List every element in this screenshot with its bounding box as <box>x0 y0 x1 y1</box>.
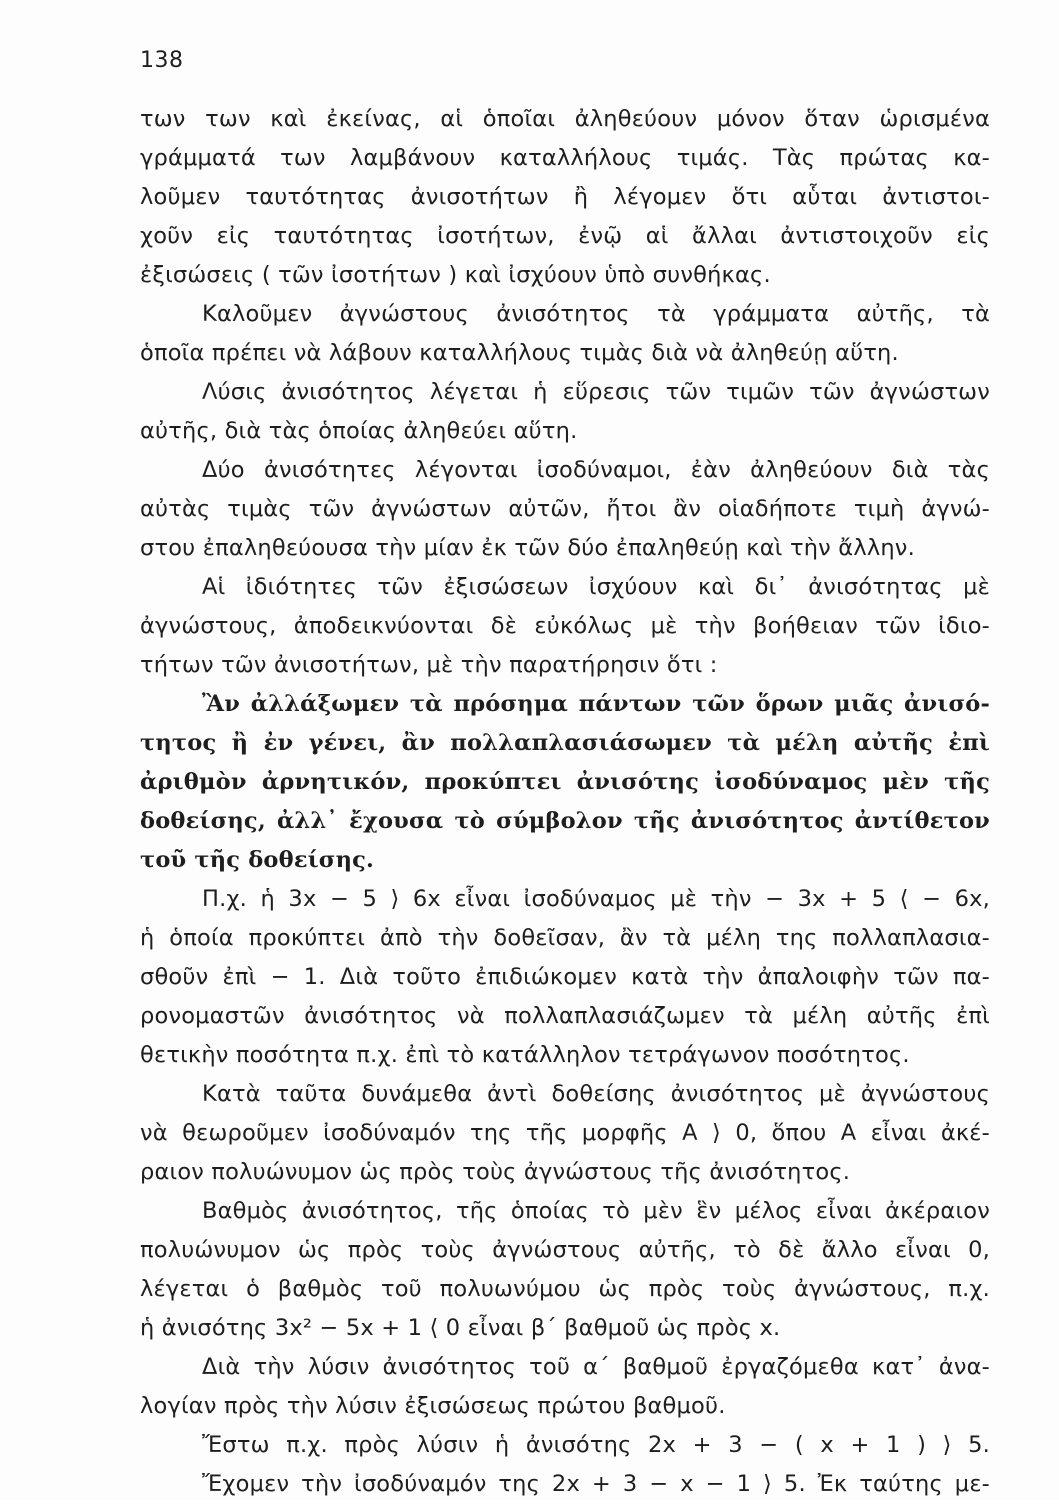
text-line: Ἂν ἀλλάξωμεν τὰ πρόσημα πάντων τῶν ὅρων μιᾶς ἀνισό- <box>202 691 990 717</box>
text-line: Π.χ. ἡ 3x − 5 ⟩ 6x εἶναι ἰσοδύναμος μὲ τὴν − 3x + 5 ⟨ − 6x, <box>202 886 990 912</box>
text-line: των των καὶ ἐκείνας, αἱ ὁποῖαι ἀληθεύουν μόνον ὅταν ὡρισμένα <box>140 106 990 132</box>
text-line: ἡ ὁποία προκύπτει ἀπὸ τὴν δοθεῖσαν, ἂν τὰ μέλη της πολλαπλασια- <box>140 925 990 951</box>
text-line: λοῦμεν ταυτότητας ἀνισοτήτων ἢ λέγομεν ὅτι αὗται ἀντιστοι- <box>140 184 990 210</box>
text-line: νὰ θεωροῦμεν ἰσοδύναμόν της τῆς μορφῆς Α ⟩ 0, ὅπου Α εἶναι ἀκέ- <box>140 1120 990 1146</box>
text-line: ρονομαστῶν ἀνισότητος νὰ πολλαπλασιάζωμεν τὰ μέλη αὐτῆς ἐπὶ <box>140 1003 990 1029</box>
text-line: ἡ ἀνισότης 3x² − 5x + 1 ⟨ 0 εἶναι β΄ βαθμοῦ ὡς πρὸς x. <box>140 1315 781 1341</box>
text-line: Ἔχομεν τὴν ἰσοδύναμόν της 2x + 3 − x − 1 ⟩ 5. Ἐκ ταύτης με- <box>202 1471 990 1497</box>
text-line: πολυώνυμον ὡς πρὸς τοὺς ἀγνώστους αὐτῆς, τὸ δὲ ἄλλο εἶναι 0, <box>140 1237 990 1263</box>
text-line: Διὰ τὴν λύσιν ἀνισότητος τοῦ α΄ βαθμοῦ ἐργαζόμεθα κατ᾽ ἀνα- <box>202 1354 990 1380</box>
text-line: γράμματά των λαμβάνουν καταλλήλους τιμάς. Τὰς πρώτας κα- <box>140 145 990 171</box>
text-line: ἀριθμὸν ἀρνητικόν, προκύπτει ἀνισότης ἰσοδύναμος μὲν τῆς <box>140 769 990 795</box>
text-line: στου ἐπαληθεύουσα τὴν μίαν ἐκ τῶν δύο ἐπαληθεύῃ καὶ τὴν ἄλλην. <box>140 535 915 561</box>
page-number: 138 <box>140 48 184 73</box>
text-line: αὐτὰς τιμὰς τῶν ἀγνώστων αὐτῶν, ἤτοι ἂν οἱαδήποτε τιμὴ ἀγνώ- <box>140 496 990 522</box>
text-line: Κατὰ ταῦτα δυνάμεθα ἀντὶ δοθείσης ἀνισότητος μὲ ἀγνώστους <box>202 1081 990 1107</box>
text-line: χοῦν εἰς ταυτότητας ἰσοτήτων, ἐνῷ αἱ ἄλλαι ἀντιστοιχοῦν εἰς <box>140 223 990 249</box>
text-line: Βαθμὸς ἀνισότητος, τῆς ὁποίας τὸ μὲν ἓν μέλος εἶναι ἀκέραιον <box>202 1198 990 1224</box>
text-line: Αἱ ἰδιότητες τῶν ἐξισώσεων ἰσχύουν καὶ δι᾽ ἀνισότητας μὲ <box>202 574 990 600</box>
text-line: σθοῦν ἐπὶ − 1. Διὰ τοῦτο ἐπιδιώκομεν κατὰ τὴν ἀπαλοιφὴν τῶν πα- <box>140 964 990 990</box>
text-line: τοῦ τῆς δοθείσης. <box>140 847 375 873</box>
text-line: ραιον πολυώνυμον ὡς πρὸς τοὺς ἀγνώστους τῆς ἀνισότητος. <box>140 1159 851 1185</box>
text-line: θετικὴν ποσότητα π.χ. ἐπὶ τὸ κατάλληλον τετράγωνον ποσότητος. <box>140 1042 910 1068</box>
text-line: ἐξισώσεις ( τῶν ἰσοτήτων ) καὶ ἰσχύουν ὑπὸ συνθήκας. <box>140 262 771 288</box>
text-line: λέγεται ὁ βαθμὸς τοῦ πολυωνύμου ὡς πρὸς τοὺς ἀγνώστους, π.χ. <box>140 1276 990 1302</box>
text-line: Ἔστω π.χ. πρὸς λύσιν ἡ ἀνισότης 2x + 3 − ( x + 1 ) ⟩ 5. <box>202 1432 990 1458</box>
body-text <box>140 100 990 1504</box>
text-line: τήτων τῶν ἀνισοτήτων, μὲ τὴν παρατήρησιν ὅτι : <box>140 652 718 678</box>
text-line: λογίαν πρὸς τὴν λύσιν ἐξισώσεως πρώτου βαθμοῦ. <box>140 1393 726 1419</box>
text-line: αὐτῆς, διὰ τὰς ὁποίας ἀληθεύει αὕτη. <box>140 418 578 444</box>
text-line: τητος ἢ ἐν γένει, ἂν πολλαπλασιάσωμεν τὰ μέλη αὐτῆς ἐπὶ <box>140 730 990 756</box>
text-line: ἀγνώστους, ἀποδεικνύονται δὲ εὐκόλως μὲ τὴν βοήθειαν τῶν ἰδιο- <box>140 613 990 639</box>
text-line: Δύο ἀνισότητες λέγονται ἰσοδύναμοι, ἐὰν ἀληθεύουν διὰ τὰς <box>202 457 990 483</box>
text-line: ὁποῖα πρέπει νὰ λάβουν καταλλήλους τιμὰς διὰ νὰ ἀληθεύῃ αὕτη. <box>140 340 899 366</box>
text-line: δοθείσης, ἀλλ᾽ ἔχουσα τὸ σύμβολον τῆς ἀνισότητος ἀντίθετον <box>140 808 990 834</box>
text-line: Λύσις ἀνισότητος λέγεται ἡ εὕρεσις τῶν τιμῶν τῶν ἀγνώστων <box>202 379 990 405</box>
text-line: Καλοῦμεν ἀγνώστους ἀνισότητος τὰ γράμματα αὐτῆς, τὰ <box>202 301 990 327</box>
